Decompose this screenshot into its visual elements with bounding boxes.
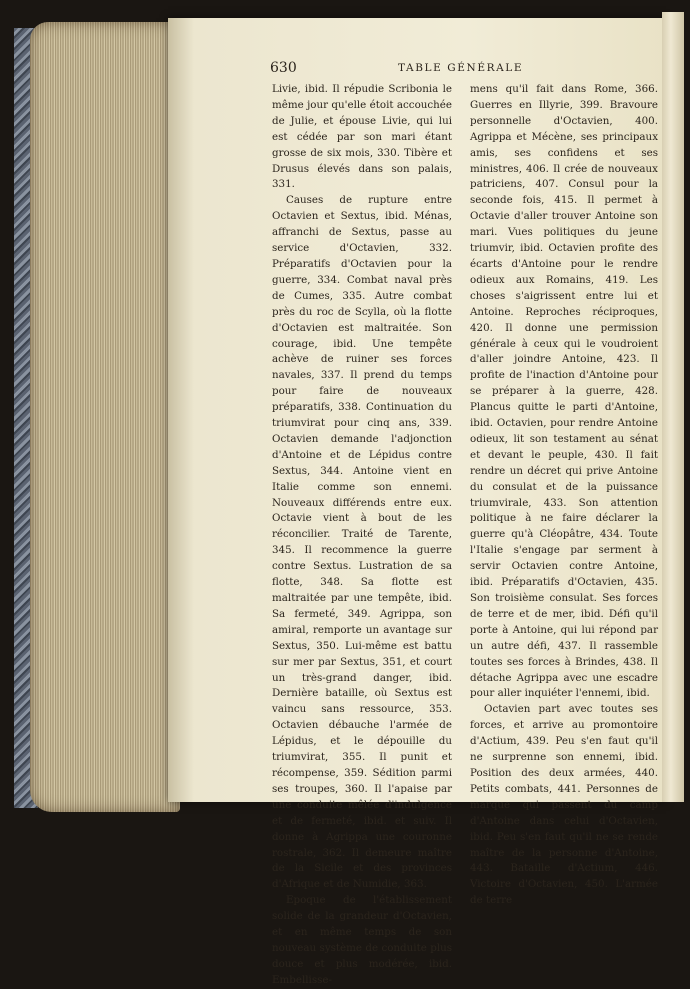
paragraph: Epoque de l'établissement solide de la grandeur d'Octavien, et en même temps de son nouveau système de conduite plus douce et plus modérée, ibid. Embellisse- [272,894,452,986]
paragraph: Octavien part avec toutes ses forces, et arrive au promontoire d'Actium, 439. Peu s'en faut qu'il ne surprenne son ennemi, ibid. Position des deux armées, 440. Petits combats, 441. Personnes de marque qui passent du camp d'Antoine dans celui d'Octavien, ibid. Peu s'en faut qu'il ne se rende maître de la personne d'Antoine, 443. Bataille d'Actium, 446. Victoire d'Octavien, 450. L'armée de terre [470,703,658,907]
paragraph: Livie, ibid. Il répudie Scribonia le même jour qu'elle étoit accouchée de Julie, et épouse Livie, qui lui est cédée par son mari étant grosse de six mois, 330. Tibère et Drusus élevés dans son palais, 331. [272,83,452,191]
running-head: TABLE GÉNÉRALE [398,62,524,74]
right-text-column [470,82,658,909]
left-text-column [272,82,452,989]
book-fore-edge [30,22,180,812]
next-page-edge [662,12,684,802]
paragraph: mens qu'il fait dans Rome, 366. Guerres en Illyrie, 399. Bravoure personnelle d'Octavien, 400. Agrippa et Mécène, ses principaux amis, ses confidens et ses ministres, 406. Il crée de nouveaux patriciens, 407. Consul pour la seconde fois, 415. Il permet à Octavie d'aller trouver Antoine son mari. Vues politiques du jeune triumvir, ibid. Octavien profite des écarts d'Antoine pour le rendre odieux aux Romains, 419. Les choses s'aigrissent entre lui et Antoine. Reproches réciproques, 420. Il donne une permission générale à ceux qui le voudroient d'aller joindre Antoine, 423. Il profite de l'inaction d'Antoine pour se préparer à la guerre, 428. Plancus quitte le parti d'Antoine, ibid. Octavien, pour rendre Antoine odieux, lit son testament au sénat et devant le peuple, 430. Il fait rendre un décret qui prive Antoine du consulat et de la puissance triumvirale, 433. Son attention politique à ne faire déclarer la guerre qu'à Cléopâtre, 434. Toute l'Italie s'engage par serment à servir Octavien contre Antoine, ibid. Préparatifs d'Octavien, 435. Son troisième consulat. Ses forces de terre et de mer, ibid. Défi qu'il porte à Antoine, qui lui répond par un autre défi, 437. Il rassemble toutes ses forces à Brindes, 438. Il détache Agrippa avec une escadre pour aller inquiéter l'ennemi, ibid. [470,83,658,700]
page-number: 630 [270,60,297,76]
page-header [270,48,690,76]
paragraph: Causes de rupture entre Octavien et Sextus, ibid. Ménas, affranchi de Sextus, passe au service d'Octavien, 332. Préparatifs d'Octavien pour la guerre, 334. Combat naval près de Cumes, 335. Autre combat près du roc de Scylla, où la flotte d'Octavien est maltraitée. Son courage, ibid. Une tempête achève de ruiner ses forces navales, 337. Il prend du temps pour faire de nouveaux préparatifs, 338. Continuation du triumvirat pour cinq ans, 339. Octavien demande l'adjonction d'Antoine et de Lépidus contre Sextus, 344. Antoine vient en Italie comme son ennemi. Nouveaux différends entre eux. Octavie vient à bout de les réconcilier. Traité de Tarente, 345. Il recommence la guerre contre Sextus. Lustration de sa flotte, 348. Sa flotte est maltraitée par une tempête, ibid. Sa fermeté, 349. Agrippa, son amiral, remporte un avantage sur Sextus, 350. Lui-même est battu sur mer par Sextus, 351, et court un très-grand danger, ibid. Dernière bataille, où Sextus est vaincu sans ressource, 353. Octavien débauche l'armée de Lépidus, et le dépouille du triumvirat, 355. Il punit et récompense, 359. Sédition parmi ses troupes, 360. Il l'apaise par une conduite mêlée d'indulgence et de fermeté, ibid. et suiv. Il donne à Agrippa une couronne rostrale, 362. Il demeure maître de la Sicile et des provinces d'Afrique et de Numidie, 363. [272,194,452,891]
